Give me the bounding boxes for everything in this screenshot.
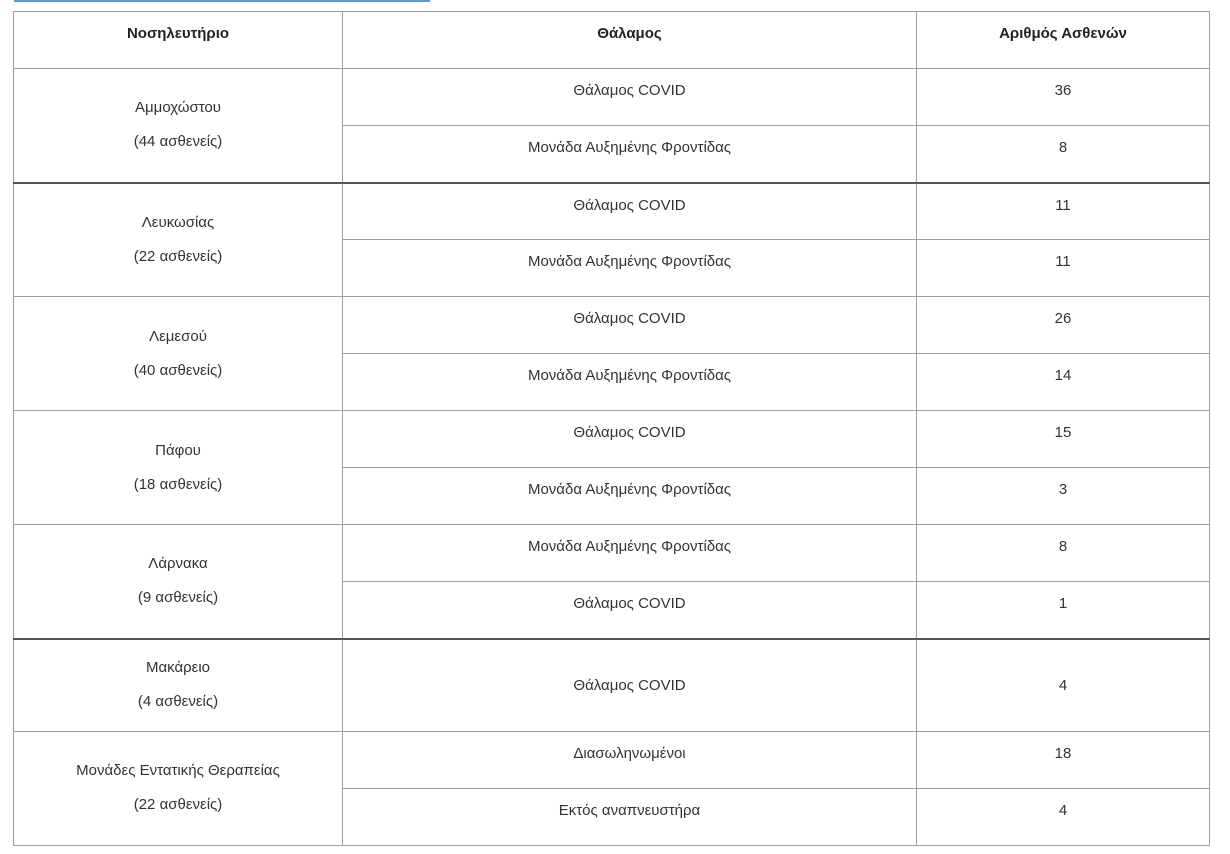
count-cell: 1 (917, 582, 1210, 639)
hospital-cell (14, 411, 343, 525)
hospital-cell (14, 639, 343, 732)
count-cell: 8 (917, 126, 1210, 183)
hospital-cell (14, 69, 343, 183)
hospital-name: Λάρνακα (148, 555, 208, 573)
ward-cell: Διασωληνωμένοι (343, 731, 917, 788)
ward-cell: Θάλαμος COVID (343, 297, 917, 354)
hospital-cell (14, 297, 343, 411)
count-cell: 18 (917, 731, 1210, 788)
header-ward: Θάλαμος (343, 12, 917, 69)
ward-cell: Θάλαμος COVID (343, 582, 917, 639)
hospital-cell (14, 525, 343, 639)
hospital-name: Λευκωσίας (141, 213, 215, 231)
count-cell: 11 (917, 183, 1210, 240)
ward-cell: Θάλαμος COVID (343, 411, 917, 468)
hospital-total: (18 ασθενείς) (133, 475, 223, 493)
ward-cell: Θάλαμος COVID (343, 639, 917, 732)
count-cell: 3 (917, 468, 1210, 525)
table-row (14, 639, 1210, 732)
hospital-total: (44 ασθενείς) (133, 133, 223, 151)
ward-cell: Μονάδα Αυξημένης Φροντίδας (343, 468, 917, 525)
hospital-name: Λεμεσού (149, 327, 207, 345)
hospital-total: (9 ασθενείς) (137, 589, 219, 607)
ward-cell: Μονάδα Αυξημένης Φροντίδας (343, 126, 917, 183)
count-cell: 11 (917, 240, 1210, 297)
table-row (14, 731, 1210, 788)
hospital-name: Αμμοχώστου (135, 99, 221, 117)
table-row (14, 297, 1210, 354)
table-row (14, 183, 1210, 240)
hospital-total: (22 ασθενείς) (133, 247, 223, 265)
ward-cell: Μονάδα Αυξημένης Φροντίδας (343, 525, 917, 582)
ward-cell: Θάλαμος COVID (343, 183, 917, 240)
hospital-name: Μονάδες Εντατικής Θεραπείας (76, 762, 280, 779)
header-patient-count: Αριθμός Ασθενών (917, 12, 1210, 69)
count-cell: 8 (917, 525, 1210, 582)
top-link-underline (14, 0, 430, 2)
count-cell: 36 (917, 69, 1210, 126)
count-cell: 15 (917, 411, 1210, 468)
count-cell: 4 (917, 788, 1210, 845)
ward-cell: Μονάδα Αυξημένης Φροντίδας (343, 240, 917, 297)
table-row (14, 69, 1210, 126)
header-hospital: Νοσηλευτήριο (14, 12, 343, 69)
count-cell: 14 (917, 354, 1210, 411)
hospital-cell (14, 731, 343, 845)
count-cell: 26 (917, 297, 1210, 354)
table-row (14, 525, 1210, 582)
hospital-name: Πάφου (155, 441, 201, 459)
table-row (14, 411, 1210, 468)
hospital-total: (40 ασθενείς) (133, 361, 223, 379)
count-cell: 4 (917, 639, 1210, 732)
ward-cell: Μονάδα Αυξημένης Φροντίδας (343, 354, 917, 411)
hospital-cell (14, 183, 343, 297)
hospital-total: (22 ασθενείς) (133, 796, 223, 813)
table-header-row (14, 12, 1210, 69)
ward-cell: Εκτός αναπνευστήρα (343, 788, 917, 845)
ward-cell: Θάλαμος COVID (343, 69, 917, 126)
hospital-total: (4 ασθενείς) (137, 693, 219, 710)
hospital-patients-table (13, 11, 1210, 846)
hospital-name: Μακάρειο (145, 659, 211, 676)
